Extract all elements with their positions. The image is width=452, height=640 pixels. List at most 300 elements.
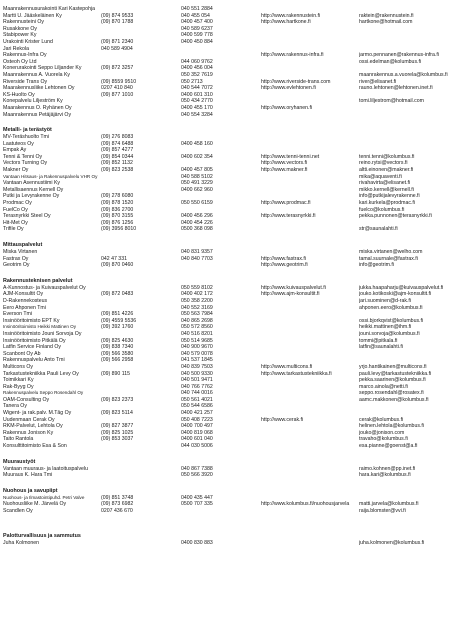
company-name: Nuohous- ja Ilmastointipuhd. Petri Valve <box>3 494 85 500</box>
company-name: Scanbont Oy Ab <box>3 350 41 357</box>
email-link[interactable]: tomi.liljestrom@hotmail.com <box>359 98 424 105</box>
mobile: 050 352 7619 <box>181 71 213 78</box>
email-link[interactable]: ahponen.eero@kolumbus.fi <box>359 304 423 311</box>
mobile: 050 559 8102 <box>181 284 213 291</box>
mobile: 040 554 3284 <box>181 111 213 118</box>
mobile: 0400 457 805 <box>181 167 213 174</box>
table-row <box>3 324 452 331</box>
mobile: 040 516 8201 <box>181 330 213 337</box>
phone: (09) 278 6080 <box>101 193 134 200</box>
mobile: 0400 421 257 <box>181 410 213 417</box>
company-name: Laatuteos Oy <box>3 140 34 147</box>
table-row <box>3 213 452 220</box>
email-link[interactable]: pekka.saarinen@kolumbus.fi <box>359 377 426 384</box>
email-link[interactable]: seppo.rosendahl@rosatex.fi <box>359 390 424 397</box>
email-link[interactable]: miska.virtanen@welho.com <box>359 249 423 255</box>
website-link[interactable]: http://www.geotrim.fi <box>261 262 308 269</box>
company-name: Rakennuspalvelu Seppo Rosendahl Oy <box>3 390 84 396</box>
table-row <box>3 160 452 167</box>
section-rakennustekniset <box>3 278 452 450</box>
section-heading: Metalli- ja terästyöt <box>3 127 52 134</box>
mobile: 050 514 9685 <box>181 337 213 344</box>
company-name: Rusakkone Oy <box>3 25 38 32</box>
email-link[interactable]: jouko@jonison.com <box>359 429 405 436</box>
website-link[interactable]: http://www.terasnyrkki.fi <box>261 213 316 220</box>
section-nuohous <box>3 488 452 515</box>
table-row <box>3 540 452 547</box>
mobile: 040 744 0016 <box>181 390 213 397</box>
mobile: 050 2713 <box>181 78 203 85</box>
table-row <box>3 141 452 148</box>
mobile: 040 900 9670 <box>181 344 213 351</box>
company-name: Konerurakointi Seppo Liljander Ky <box>3 65 82 72</box>
company-name: Tanera Oy <box>3 403 27 410</box>
section-heading: Mittauspalvelut <box>3 242 43 248</box>
email-link[interactable]: rauno.lehtonen@lehtonen.inet.fi <box>359 85 433 92</box>
email-link[interactable]: mika@aquaventi.fi <box>359 173 402 180</box>
table-row <box>3 147 452 154</box>
mobile: 0400 456 296 <box>181 213 213 220</box>
email-link[interactable]: info@putkijalevyrakenne.fi <box>359 193 420 200</box>
email-link[interactable]: str@saunalahti.fi <box>359 226 398 233</box>
website-link[interactable]: http://www.evlehtonen.fi <box>261 85 316 92</box>
table-row <box>3 39 452 46</box>
phone: (09) 836 2700 <box>101 206 134 213</box>
table-row <box>3 298 452 305</box>
table-row <box>3 174 452 181</box>
mobile: 050 563 7984 <box>181 311 213 318</box>
company-name: Jari Rekola <box>3 45 29 52</box>
website-link[interactable]: http://www.riverside-trans.com <box>261 78 331 85</box>
website-link[interactable]: http://www.tarkastustekniikka.fi <box>261 370 332 377</box>
company-name: Uudenmaan Cerak Oy <box>3 416 55 423</box>
table-row <box>3 59 452 66</box>
phone: (09) 825 4630 <box>101 337 134 344</box>
mobile: 040 579 0078 <box>181 350 213 357</box>
email-link[interactable]: reino.rytsi@vectors.fi <box>359 160 408 167</box>
table-row <box>3 423 452 430</box>
mobile: 050 358 2200 <box>181 297 213 304</box>
company-name: Maanrakennusurakointi Kari Kastepohja <box>3 6 95 12</box>
phone: (09) 4559 5536 <box>101 317 137 324</box>
company-name: Eero Ahponen Tmi <box>3 304 46 311</box>
company-name: Fastrax Oy <box>3 255 29 262</box>
email-link[interactable]: heikki.mattinen@ihm.fi <box>359 324 412 331</box>
mobile: 0400 458 160 <box>181 140 213 147</box>
section-metalli <box>3 127 452 233</box>
table-row <box>3 338 452 345</box>
spacer <box>3 524 452 533</box>
section-maanrakennus <box>3 6 452 118</box>
table-row <box>3 112 452 119</box>
spacer <box>3 118 452 127</box>
company-name: A-Kunnostus- ja Kuivauspalvelut Oy <box>3 284 86 291</box>
company-name: Maanrakennus A. Vuorela Ky <box>3 71 70 78</box>
spacer <box>3 233 452 242</box>
company-name: Vantaan Hitsaus- ja Rakennuspalvelu VHR Oy <box>3 173 98 179</box>
website-link[interactable]: http://www.tenni-tenni.net <box>261 153 320 160</box>
company-name: Maarakennusliike Lehtonen Oy <box>3 85 75 92</box>
company-name: Rakennus Jonison Ky <box>3 429 54 436</box>
email-link[interactable]: raimo.kohnen@pp.inet.fi <box>359 465 416 472</box>
email-link[interactable]: ossi.bjorkqvist@kolumbus.fi <box>359 317 424 324</box>
table-row <box>3 19 452 26</box>
email-link[interactable]: jarmo.pennanen@rakennus-infra.fi <box>359 52 439 59</box>
phone: (09) 827 3877 <box>101 423 134 430</box>
email-link[interactable]: matti.jarvela@kolumbus.fi <box>359 501 419 508</box>
company-name: Tenni & Tenni Oy <box>3 153 43 160</box>
website-link[interactable]: http://www.hartkone.fi <box>261 19 311 26</box>
website-link[interactable]: http://www.fastrax.fi <box>261 255 306 262</box>
phone: 042 47 331 <box>101 255 127 262</box>
section-heading: Palotturvallisuus ja sammutus <box>3 532 81 539</box>
table-row <box>3 466 452 473</box>
mobile: 044 030 5006 <box>181 443 213 450</box>
email-link[interactable]: jouko.kotikoski@ajm-konsultit.fi <box>359 291 432 298</box>
company-name: Konepalvelu Liljeström Ky <box>3 98 63 105</box>
email-link[interactable]: river@elisanet.fi <box>359 78 397 85</box>
phone: (09) 838 7340 <box>101 344 134 351</box>
table-row <box>3 390 452 397</box>
phone: (09) 877 1010 <box>101 91 134 98</box>
mobile: 040 831 9357 <box>181 249 213 255</box>
phone: (09) 276 8083 <box>101 134 134 141</box>
phone: (09) 874 6488 <box>101 140 134 147</box>
mobile: 040 589 6237 <box>181 25 213 32</box>
company-name: Empak Ay <box>3 147 27 154</box>
phone: 0207 410 840 <box>101 85 133 92</box>
table-row <box>3 220 452 227</box>
email-link[interactable]: tamal.suurnale@fastrax.fi <box>359 255 418 262</box>
table-row <box>3 13 452 20</box>
section-paloturvallisuus <box>3 533 452 547</box>
company-name: Maanrakennus Petäjäjärvi Oy <box>3 111 72 118</box>
table-row <box>3 154 452 161</box>
table-row <box>3 85 452 92</box>
company-name: Riverside Trans Oy <box>3 78 48 85</box>
table-row <box>3 397 452 404</box>
company-name: Maarakennus O. Ryhänen Oy <box>3 104 72 111</box>
table-row <box>3 371 452 378</box>
section-heading: Muuraustyöt <box>3 458 36 465</box>
table-row <box>3 46 452 53</box>
section-muuraus <box>3 459 452 479</box>
company-name: Insinööritoimisto Jouni Sorvoja Oy <box>3 330 82 337</box>
email-link[interactable]: altti.einonen@makner.fi <box>359 167 414 174</box>
mobile: 050 561 4021 <box>181 396 213 403</box>
email-link[interactable]: rivahavirta@elisanet.fi <box>359 180 411 187</box>
phone: (09) 851 4226 <box>101 311 134 318</box>
table-row <box>3 6 452 13</box>
table-row <box>3 364 452 371</box>
company-name: Putki ja Levyrakenne Oy <box>3 193 60 200</box>
phone: (09) 857 4277 <box>101 147 134 154</box>
mobile: 050 408 7223 <box>181 416 213 423</box>
mobile: 050 544 6586 <box>181 403 213 410</box>
mobile: 0400 402 172 <box>181 291 213 298</box>
phone: (09) 825 1025 <box>101 429 134 436</box>
spacer <box>3 515 452 524</box>
table-row <box>3 344 452 351</box>
email-link[interactable]: tenni.tenni@kolumbus.fi <box>359 153 415 160</box>
mobile: 0400 662 960 <box>181 186 213 193</box>
table-row <box>3 285 452 292</box>
email-link[interactable]: juha.kolmonen@kolumbus.fi <box>359 539 425 546</box>
table-row <box>3 351 452 358</box>
table-row <box>3 384 452 391</box>
table-row <box>3 410 452 417</box>
email-link[interactable]: raija.blomster@vvi.fi <box>359 508 406 514</box>
table-row <box>3 167 452 174</box>
company-name: Konsulttitoimisto Esa & Son <box>3 443 67 450</box>
email-link[interactable]: hara.kari@kolumbus.fi <box>359 472 411 479</box>
phone: (09) 872 0483 <box>101 291 134 298</box>
mobile: 040 455 054 <box>181 12 210 19</box>
email-link[interactable]: fuelco@kolumbus.fi <box>359 206 405 213</box>
company-name: Vantaan muuraus- ja laatoituspalvelu <box>3 465 88 472</box>
email-link[interactable]: maanrakennus.a.vuorela@kolumbus.fi <box>359 71 448 78</box>
table-row <box>3 256 452 263</box>
email-link[interactable]: latfin@saunalahti.fi <box>359 344 403 351</box>
phone: (09) 852 1132 <box>101 160 133 167</box>
table-row <box>3 72 452 79</box>
email-link[interactable]: jukka.haapaharju@kuivauspalvelut.fi <box>359 284 444 291</box>
phone: (09) 874 9533 <box>101 12 134 19</box>
mobile: 040 500 9330 <box>181 370 213 377</box>
company-name: FuelCo Oy <box>3 206 28 213</box>
phone: (09) 823 5114 <box>101 410 133 417</box>
phone: (09) 876 1256 <box>101 219 134 226</box>
email-link[interactable]: travaho@kolumbus.fi <box>359 436 408 443</box>
company-name: Insinööritoimisto Heikki Mattinen Oy <box>3 324 77 330</box>
table-row <box>3 430 452 437</box>
section-rows <box>3 6 452 118</box>
email-link[interactable]: aamc.makkonen@kolumbus.fi <box>359 396 429 403</box>
phone: (09) 854 0344 <box>101 153 134 160</box>
company-name: Rakennuspalvelu Anto Tmi <box>3 357 65 364</box>
table-row <box>3 226 452 233</box>
email-link[interactable]: cerak@kolumbus.fi <box>359 416 404 423</box>
mobile: 0500 368 098 <box>181 226 213 233</box>
company-name: Latfin Service Finland Oy <box>3 344 61 351</box>
website-link[interactable]: http://www.rakennustein.fi <box>261 12 321 19</box>
table-row <box>3 501 452 508</box>
email-link[interactable]: mikko.kernell@kernell.fi <box>359 186 414 193</box>
company-name: Muuraus K. Hara Tmi <box>3 472 53 479</box>
company-name: Stabipower Ky <box>3 32 37 39</box>
mobile: 050 491 3229 <box>181 180 213 187</box>
mobile: 044 060 9762 <box>181 58 213 65</box>
phone: (09) 851 3748 <box>101 494 134 501</box>
company-name: Metallisaennus Kernell Oy <box>3 186 64 193</box>
company-name: Everson Tmi <box>3 311 33 318</box>
mobile: 040 552 3169 <box>181 304 213 311</box>
website-link[interactable]: http://www.multicons.fi <box>261 363 313 370</box>
phone: (09) 870 1788 <box>101 19 134 26</box>
phone: (09) 566 3580 <box>101 350 134 357</box>
phone: (09) 870 0460 <box>101 262 134 269</box>
section-heading: Rakennusteknisen palvelut <box>3 277 73 284</box>
table-row <box>3 207 452 214</box>
mobile: 040 501 9471 <box>181 377 213 384</box>
company-name: D-Rakennekosteus <box>3 297 48 304</box>
email-link[interactable]: esa.pianne@goenst@a.fi <box>359 443 418 450</box>
table-row <box>3 318 452 325</box>
company-name: Scandlen Oy <box>3 508 33 514</box>
email-link[interactable]: tommi@pitkala.fi <box>359 337 398 344</box>
phone: (09) 872 3257 <box>101 65 134 72</box>
mobile: 040 551 2884 <box>181 6 213 12</box>
table-row <box>3 32 452 39</box>
website-link[interactable]: http://www.cerak.fi <box>261 416 304 423</box>
table-row <box>3 200 452 207</box>
website-link[interactable]: http://www.prodmac.fi <box>261 200 311 207</box>
email-link[interactable]: hartkone@hotmail.com <box>359 19 413 26</box>
company-name: Rakennusteini Oy <box>3 19 44 26</box>
company-name: Vectors Turning Oy <box>3 160 48 167</box>
table-row <box>3 331 452 338</box>
table-row <box>3 443 452 450</box>
phone: (09) 566 2958 <box>101 357 134 364</box>
email-link[interactable]: marco.ainola@netti.fi <box>359 383 408 390</box>
email-link[interactable]: jari.suominen@d-rak.fi <box>359 297 411 304</box>
table-row <box>3 79 452 86</box>
email-link[interactable]: info@geotrim.fi <box>359 262 394 269</box>
table-row <box>3 98 452 105</box>
email-link[interactable]: yrjo.hantikainen@multicons.fi <box>359 363 427 370</box>
mobile: 0500 707 335 <box>181 501 213 508</box>
company-name: KS-Huolto Oy <box>3 91 35 98</box>
table-row <box>3 495 452 502</box>
company-name: Multicons Oy <box>3 363 33 370</box>
company-name: Juha Kolmonen <box>3 539 40 546</box>
table-row <box>3 193 452 200</box>
company-name: Nuohousliike M. Järvelä Oy <box>3 501 67 508</box>
table-row <box>3 311 452 318</box>
table-row <box>3 187 452 194</box>
company-name: Prodmac Oy <box>3 200 32 207</box>
website-link[interactable]: http://www.rakennus-infra.fi <box>261 52 324 59</box>
mobile: 0400 819 068 <box>181 429 213 436</box>
mobile: 0400 457 400 <box>181 19 213 26</box>
company-name: Insinööritoimisto EPT Ky <box>3 317 60 324</box>
company-name: Insinööritoimisto Pitkälä Oy <box>3 337 66 344</box>
mobile: 0400 602 354 <box>181 153 213 160</box>
table-row <box>3 180 452 187</box>
table-row <box>3 262 452 269</box>
table-row <box>3 305 452 312</box>
mobile: 0400 830 883 <box>181 539 213 546</box>
table-row <box>3 436 452 443</box>
company-name: OAM-Consulting Oy <box>3 396 50 403</box>
company-name: Taito Rantola <box>3 436 34 443</box>
phone: 040 589 4904 <box>101 45 133 52</box>
phone: (09) 823 2373 <box>101 396 134 403</box>
company-name: Martti U. Jääskeläinen Ky <box>3 12 62 19</box>
email-link[interactable]: helinen.lehtola@kolumbus.fi <box>359 423 424 430</box>
company-name: Geotrim Oy <box>3 262 30 269</box>
mobile: 050 572 8560 <box>181 324 213 331</box>
table-row <box>3 249 452 256</box>
table-row <box>3 357 452 364</box>
mobile: 040 840 7703 <box>181 255 213 262</box>
company-name: RKM-Palvelut, Lehtola Oy <box>3 423 63 430</box>
company-name: Miska Virtanen <box>3 249 38 255</box>
phone: 0207 436 670 <box>101 508 133 514</box>
table-row <box>3 134 452 141</box>
mobile: 0400 435 447 <box>181 494 213 501</box>
mobile: 050 550 6159 <box>181 200 213 207</box>
mobile: 040 867 7388 <box>181 465 213 472</box>
spacer <box>3 450 452 459</box>
table-row <box>3 417 452 424</box>
website-link[interactable]: http://www.makner.fi <box>261 167 308 174</box>
table-row <box>3 26 452 33</box>
company-name: Rakennus-Infra Oy <box>3 52 47 59</box>
mobile: 0400 700 497 <box>181 423 213 430</box>
mobile: 0400 456 004 <box>181 65 213 72</box>
section-heading: Nuohous ja savupiipt <box>3 487 58 494</box>
phone: (09) 392 1760 <box>101 324 134 331</box>
table-row <box>3 472 452 479</box>
mobile: 0400 599 778 <box>181 32 213 39</box>
company-name: Osteoh Oy Ltd <box>3 58 37 65</box>
mobile: 041 537 1845 <box>181 357 213 364</box>
email-link[interactable]: pauli.levy@tarkastustekniikka.fi <box>359 370 432 377</box>
company-name: Vantaan Asennustiimi Ky <box>3 180 60 187</box>
table-row <box>3 291 452 298</box>
mobile: 0400 601 040 <box>181 436 213 443</box>
website-link[interactable]: http://www.ajm-konsultit.fi <box>261 291 320 298</box>
mobile: 040 839 7503 <box>181 363 213 370</box>
phone: (09) 873 6982 <box>101 501 134 508</box>
mobile: 040 865 2698 <box>181 317 213 324</box>
table-row <box>3 508 452 515</box>
table-row <box>3 403 452 410</box>
phone: (09) 853 3037 <box>101 436 134 443</box>
email-link[interactable]: kari.kurkela@prodmac.fi <box>359 200 416 207</box>
email-link[interactable]: pekka.punnonen@terasnyrkki.fi <box>359 213 432 220</box>
spacer <box>3 269 452 278</box>
website-link[interactable]: http://www.kuivauspalvelut.fi <box>261 284 326 291</box>
spacer <box>3 479 452 488</box>
email-link[interactable]: jouni.sorvoja@kolumbus.fi <box>359 330 420 337</box>
company-name: Trifile Oy <box>3 226 24 233</box>
table-row <box>3 65 452 72</box>
mobile: 040 544 7072 <box>181 85 213 92</box>
website-link[interactable]: http://www.kolumbus.fi/nuohousjarvela <box>261 501 350 508</box>
company-name: Wigent- ja rak.palv. M.Tåg Oy <box>3 410 72 417</box>
website-link[interactable]: http://www.vectors.fi <box>261 160 308 167</box>
email-link[interactable]: raktein@rakennustein.fi <box>359 12 414 19</box>
mobile: 0400 450 884 <box>181 38 213 45</box>
mobile: 050 434 2770 <box>181 98 213 105</box>
mobile: 050 566 3920 <box>181 472 213 479</box>
company-name: Rak-Byyg Oy <box>3 383 34 390</box>
company-name: Makner Oy <box>3 167 29 174</box>
phone: (09) 878 1520 <box>101 200 134 207</box>
company-name: Urakointi Krister Lund <box>3 38 53 45</box>
mobile: 0400 601 310 <box>181 91 213 98</box>
phone: (09) 870 3155 <box>101 213 134 220</box>
phone: (09) 8559 9510 <box>101 78 137 85</box>
website-link[interactable]: http://www.oryhanen.fi <box>261 104 313 111</box>
company-name: Toimikkari Ky <box>3 377 34 384</box>
mobile: 040 766 7762 <box>181 383 213 390</box>
email-link[interactable]: ossi.edelman@kolumbus.fi <box>359 58 422 65</box>
phone: (09) 3956 8010 <box>101 226 137 233</box>
mobile: 040 588 5102 <box>181 173 213 180</box>
